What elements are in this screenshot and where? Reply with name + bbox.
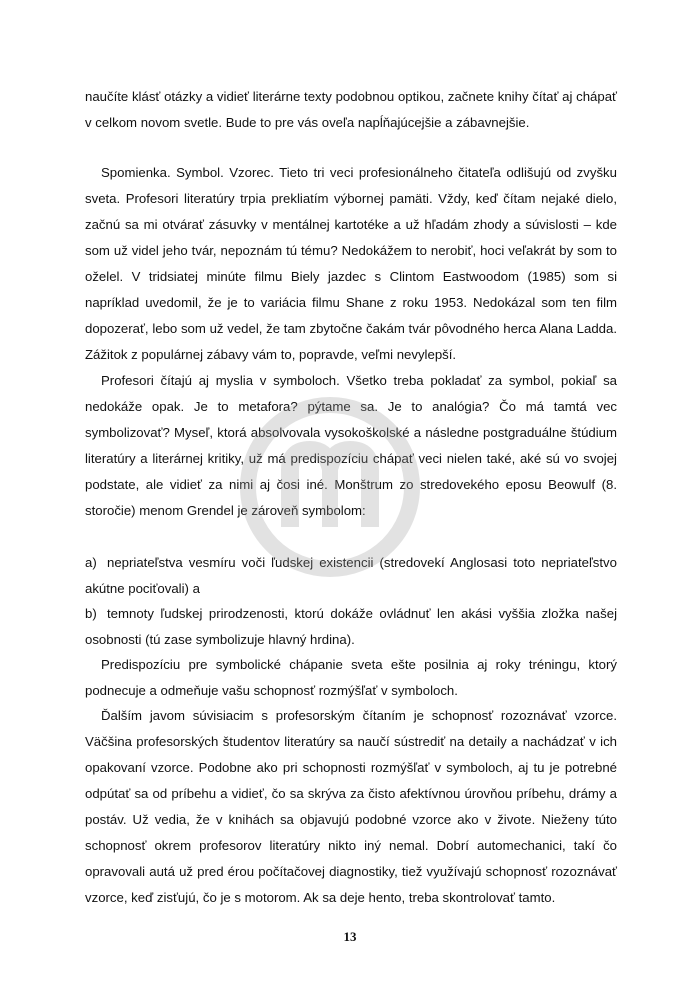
paragraph-patterns: Ďalším javom súvisiacim s profesorským čítaním je schopnosť rozoznávať vzorce. Väčšina profesorských študentov literatúry sa naučí sústrediť na detaily a nachádzať v ich opakovaní vzorce. Podobne ako pri schopnosti rozmýšľať v symboloch, aj tu je potrebné odpútať sa od príbehu a vidieť, čo sa skrýva za čisto afektívnou úrovňou príbehu, drámy a postáv. Už vedia, že v knihách sa objavujú podobné vzorce ako v živote. Nieženy túto schopnosť okrem profesorov literatúry nikto iný nemal. Dobrí automechanici, takí čo opravovali autá už pred érou počítačovej diagnostiky, tiež využívajú schopnosť rozoznávať vzorce, keď zisťujú, čo je s motorom. Ak sa deje hento, treba skontrolovať tamto. — [85, 708, 617, 905]
paragraph-symbols: Profesori čítajú aj myslia v symboloch. Všetko treba pokladať za symbol, pokiaľ sa nedokáže opak. Je to metafora? pýtame sa. Je to analógia? Čo má tamtá vec symbolizovať? Myseľ, ktorá absolvovala vysokoškolské a následne postgraduálne štúdium literatúry a literárnej kritiky, už má predispozíciu chápať veci nielen také, aké sú vo svojej podstate, ale vidieť za nimi aj čosi iné. Monštrum zo stredovekého eposu Beowulf (8. storočie) menom Grendel je zároveň symbolom: — [85, 373, 617, 518]
list-item-marker: a) — [85, 555, 97, 570]
paragraph-predisposition: Predispozíciu pre symbolické chápanie sveta ešte posilnia aj roky tréningu, ktorý podnecuje a odmeňuje vašu schopnosť rozmýšľať v symboloch. — [85, 657, 617, 698]
list-item-marker: b) — [85, 606, 97, 621]
list-item — [85, 601, 617, 653]
page-number: 13 — [343, 929, 357, 944]
list-item-text: nepriateľstva vesmíru voči ľudskej existencii (stredovekí Anglosasi toto nepriateľstvo akútne pociťovali) a — [85, 555, 617, 596]
paragraph-memory-symbol-pattern: Spomienka. Symbol. Vzorec. Tieto tri veci profesionálneho čitateľa odlišujú od zvyšku sveta. Profesori literatúry trpia prekliatím výbornej pamäti. Vždy, keď čítam nejaké dielo, začnú sa mi otvárať zásuvky v mentálnej kartotéke a už hľadám zhody a súvislosti – kde som už videl jeho tvár, nepoznám tú tému? Nedokážem to nerobiť, hoci veľakrát by som to oželel. V tridsiatej minúte filmu Biely jazdec s Clintom Eastwoodom (1985) som si napríklad uvedomil, že je to variácia filmu Shane z roku 1953. Nedokázal som ten film dopozerať, lebo som už vedel, že tam zbytočne čakám tvár pôvodného herca Alana Ladda. Zážitok z populárnej zábavy vám to, popravde, veľmi nevylepší. — [85, 165, 617, 362]
paragraph-continuation: naučíte klásť otázky a vidieť literárne texty podobnou optikou, začnete knihy čítať aj chápať v celkom novom svetle. Bude to pre vás oveľa napĺňajúcejšie a zábavnejšie. — [85, 89, 617, 130]
publisher-logo-watermark-icon — [238, 392, 423, 582]
list-item-text: temnoty ľudskej prirodzenosti, ktorú dokáže ovládnuť len akási vyššia zložka našej osobnosti (tú zase symbolizuje hlavný hrdina). — [85, 606, 617, 647]
